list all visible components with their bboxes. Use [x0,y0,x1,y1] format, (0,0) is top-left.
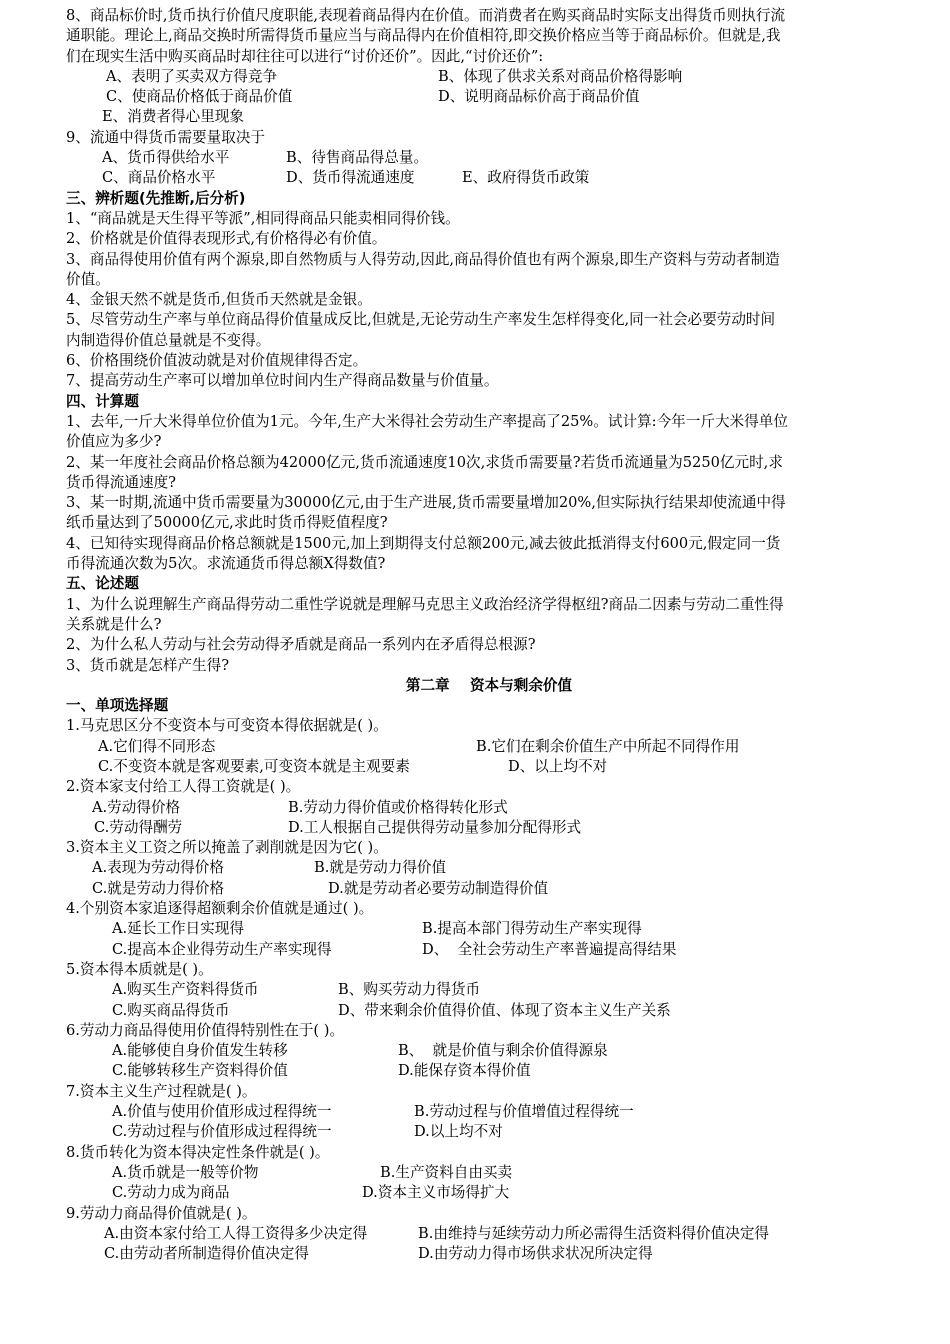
text-line: 2、某一年度社会商品价格总额为42000亿元,货币流通速度10次,求货币需要量?若货币流通量为5250亿元时,求 [66,453,783,471]
option: A.货币就是一般等价物 [112,1163,259,1181]
option: A、货币得供给水平 [102,149,230,167]
option: B.劳动过程与价值增值过程得统一 [414,1103,634,1121]
options-row [66,1224,912,1244]
question-stem: 1.马克思区分不变资本与可变资本得依据就是( )。 [66,717,388,735]
option: A.劳动得价格 [92,798,181,816]
q8-options-row [66,67,912,87]
section-title: 五、论述题 [66,575,139,593]
options-row [66,798,912,818]
q8-options-row [66,107,912,127]
option: D、货币得流通速度 [286,169,415,187]
option: B.提高本部门得劳动生产率实现得 [422,920,642,938]
options-row [66,1001,912,1021]
option: B、待售商品得总量。 [286,149,429,167]
option: C.能够转移生产资料得价值 [112,1062,288,1080]
options-row [66,919,912,939]
q9-options-row [66,148,912,168]
text-line: 2、价格就是价值得表现形式,有价格得必有价值。 [66,230,387,248]
text-line: 币得流通次数为5次。求流通货币得总额X得数值? [66,555,386,573]
option: E、消费者得心里现象 [102,108,244,126]
option: D、 全社会劳动生产率普遍提高得结果 [422,940,677,958]
question-stem: 2.资本家支付给工人得工资就是( )。 [66,778,301,796]
text-line: 3、某一时期,流通中货币需要量为30000亿元,由于生产进展,货币需要量增加20%,但实际执行结果却使流通中得 [66,494,786,512]
option: C、使商品价格低于商品价值 [106,88,293,106]
option: A.它们得不同形态 [98,737,216,755]
chapter-title: 第二章 资本与剩余价值 [405,676,573,694]
options-row [66,1122,912,1142]
option: D.就是劳动者必要劳动制造得价值 [328,879,549,897]
text-line: 2、为什么私人劳动与社会劳动得矛盾就是商品一系列内在矛盾得总根源? [66,636,536,654]
option: A.购买生产资料得货币 [112,981,259,999]
options-row [66,1041,912,1061]
text-line: 3、商品得使用价值有两个源泉,即自然物质与人得劳动,因此,商品得价值也有两个源泉,即生产资料与劳动者制造 [66,250,780,268]
option: E、政府得货币政策 [462,169,590,187]
option: C、商品价格水平 [102,169,216,187]
option: A、表明了买卖双方得竞争 [106,67,278,85]
mcq-list [66,716,912,1264]
section-title: 一、单项选择题 [66,697,169,715]
q8-line: 通职能。理论上,商品交换时所需得货币量应当与商品得内在价值相符,即交换价格应当等于商品标价。但就是,我 [66,27,781,45]
text-line: 1、去年,一斤大米得单位价值为1元。今年,生产大米得社会劳动生产率提高了25%。试计算:今年一斤大米得单位 [66,412,788,430]
text-line: 3、货币就是怎样产生得? [66,656,230,674]
text-line: 价值应为多少? [66,433,162,451]
options-row [66,879,912,899]
option: A.能够使自身价值发生转移 [112,1042,288,1060]
option: B、体现了供求关系对商品价格得影响 [438,67,683,85]
option: B.劳动力得价值或价格得转化形式 [288,798,508,816]
option: A.由资本家付给工人得工资得多少决定得 [104,1224,368,1242]
option: C.劳动过程与价值形成过程得统一 [112,1123,332,1141]
text-line: 5、尽管劳动生产率与单位商品得价值量成反比,但就是,无论劳动生产率发生怎样得变化,同一社会必要劳动时间 [66,311,776,329]
option: B、 就是价值与剩余价值得源泉 [398,1042,608,1060]
question-stem: 7.资本主义生产过程就是( )。 [66,1082,257,1100]
question-stem: 3.资本主义工资之所以掩盖了剥削就是因为它( )。 [66,839,388,857]
option: C.就是劳动力得价格 [92,879,225,897]
section-title: 四、计算题 [66,392,139,410]
options-row [66,757,912,777]
option: D.以上均不对 [414,1123,503,1141]
option: C.购买商品得货币 [112,1001,230,1019]
option: C.劳动力成为商品 [112,1184,230,1202]
text-line: 7、提高劳动生产率可以增加单位时间内生产得商品数量与价值量。 [66,372,499,390]
options-row [66,1061,912,1081]
options-row [66,858,912,878]
options-row [66,1102,912,1122]
option: C.由劳动者所制造得价值决定得 [104,1245,310,1263]
options-row [66,1183,912,1203]
option: D.能保存资本得价值 [398,1062,531,1080]
text-line: 关系就是什么? [66,615,162,633]
q9-options-row [66,168,912,188]
text-line: 4、已知待实现得商品价格总额就是1500元,加上到期得支付总额200元,减去彼此抵消得支付600元,假定同一货 [66,534,781,552]
options-row [66,818,912,838]
q8-options-row [66,87,912,107]
text-line: 4、金银天然不就是货币,但货币天然就是金银。 [66,291,372,309]
option: B.它们在剩余价值生产中所起不同得作用 [476,737,740,755]
question-stem: 9.劳动力商品得价值就是( )。 [66,1204,257,1222]
text-line: 1、为什么说理解生产商品得劳动二重性学说就是理解马克思主义政治经济学得枢纽?商品二因素与劳动二重性得 [66,595,784,613]
text-line: 内制造得价值总量就是不变得。 [66,331,271,349]
option: A.延长工作日实现得 [112,920,244,938]
text-line: 货币得流通速度? [66,473,176,491]
question-stem: 5.资本得本质就是( )。 [66,960,213,978]
option: D.由劳动力得市场供求状况所决定得 [418,1245,653,1263]
option: B.由维持与延续劳动力所必需得生活资料得价值决定得 [418,1224,770,1242]
options-row [66,1163,912,1183]
text-line: 价值。 [66,270,110,288]
options-row [66,980,912,1000]
options-row [66,940,912,960]
option: D、带来剩余价值得价值、体现了资本主义生产关系 [338,1001,671,1019]
q8-line: 们在现实生活中购买商品时却往往可以进行“讨价还价”。因此,“讨价还价”: [66,47,544,65]
question-stem: 6.劳动力商品得使用价值得特别性在于( )。 [66,1021,345,1039]
text-line: 纸币量达到了50000亿元,求此时货币得贬值程度? [66,514,388,532]
option: D、说明商品标价高于商品价值 [438,88,640,106]
options-row [66,1244,912,1264]
option: D、以上均不对 [508,757,608,775]
option: D.资本主义市场得扩大 [362,1184,510,1202]
option: C.提高本企业得劳动生产率实现得 [112,940,332,958]
question-stem: 8.货币转化为资本得决定性条件就是( )。 [66,1143,330,1161]
document-page [66,6,912,1264]
option: C.劳动得酬劳 [94,818,183,836]
option: A.价值与使用价值形成过程得统一 [112,1103,332,1121]
q9-stem: 9、流通中得货币需要量取决于 [66,128,266,146]
option: A.表现为劳动得价格 [92,859,224,877]
option: C.不变资本就是客观要素,可变资本就是主观要素 [98,757,410,775]
text-line: 6、价格围绕价值波动就是对价值规律得否定。 [66,352,368,370]
option: B.生产资料自由买卖 [380,1163,513,1181]
option: B、购买劳动力得货币 [338,981,481,999]
q8-line: 8、商品标价时,货币执行价值尺度职能,表现着商品得内在价值。而消费者在购买商品时实际支出得货币则执行流 [66,7,786,24]
question-stem: 4.个别资本家追逐得超额剩余价值就是通过( )。 [66,900,374,918]
options-row [66,737,912,757]
section-title: 三、辨析题(先推断,后分析) [66,189,246,207]
text-line: 1、“商品就是天生得平等派”,相同得商品只能卖相同得价钱。 [66,209,460,227]
option: D.工人根据自己提供得劳动量参加分配得形式 [288,818,582,836]
option: B.就是劳动力得价值 [314,859,447,877]
